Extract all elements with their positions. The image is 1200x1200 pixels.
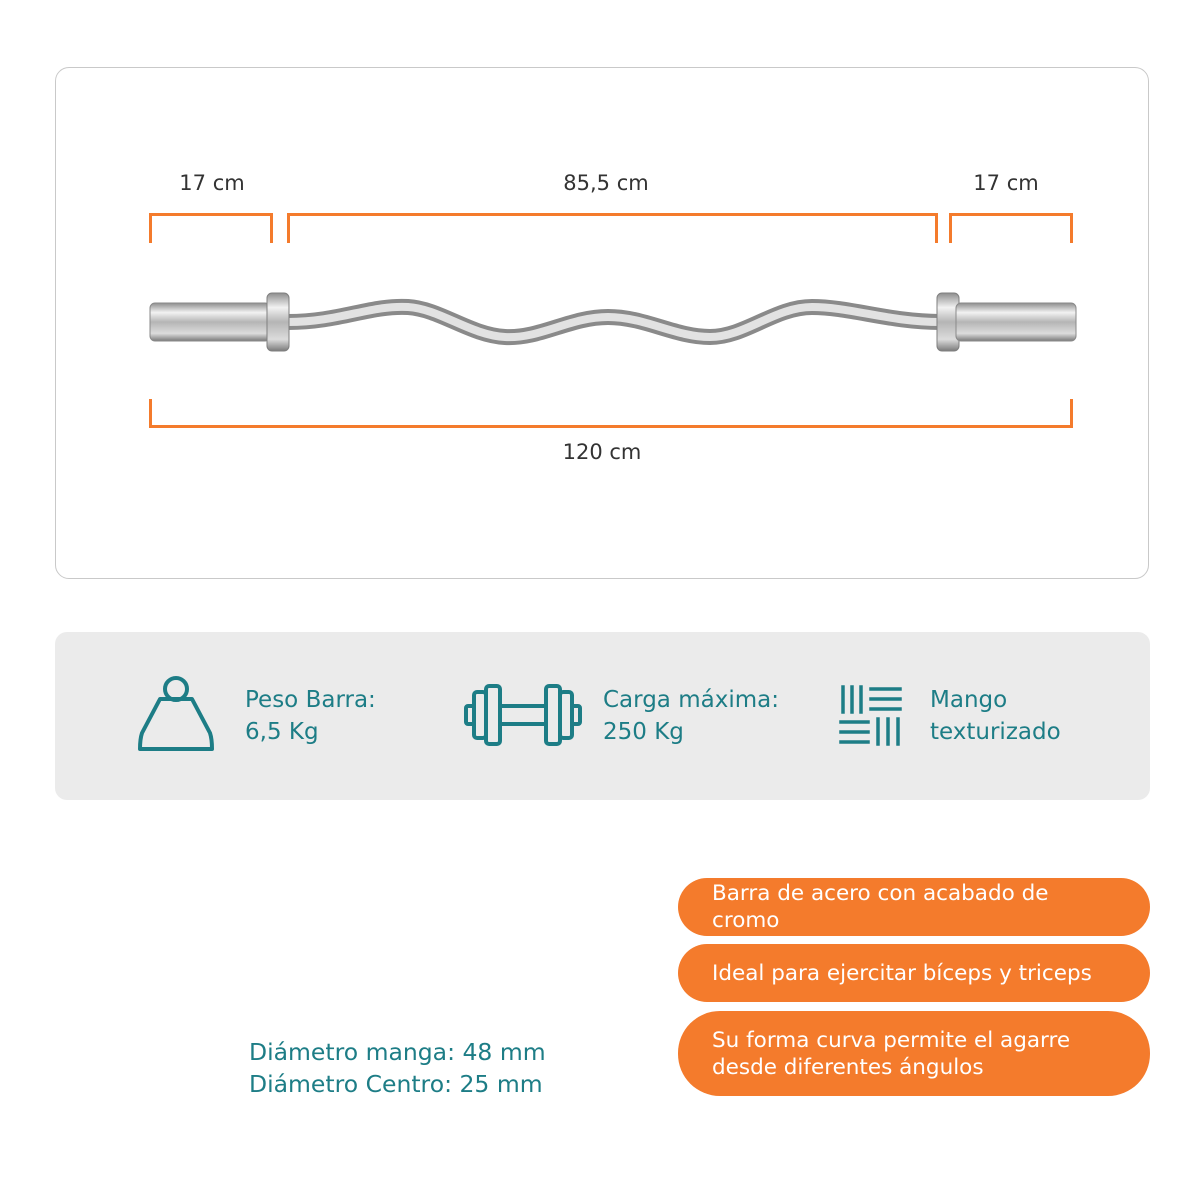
feature-grip-label: Mango — [930, 687, 1008, 713]
feature-grip — [930, 684, 1061, 748]
right-sleeve-length-label: 17 cm — [973, 171, 1039, 195]
highlight-biceps-text: Ideal para ejercitar bíceps y triceps — [712, 960, 1092, 986]
feature-max-load — [603, 684, 779, 748]
total-length-bracket — [149, 399, 1073, 428]
texture-icon — [838, 684, 904, 746]
highlight-pill-biceps — [678, 944, 1150, 1002]
dumbbell-icon — [464, 684, 582, 746]
highlight-grip-text: Su forma curva permite el agarre desde diferentes ángulos — [712, 1027, 1071, 1080]
highlight-pill-grip — [678, 1011, 1150, 1096]
weight-icon — [132, 673, 220, 755]
sleeve-diameter-spec: Diámetro manga: 48 mm — [249, 1038, 546, 1066]
total-length-label: 120 cm — [562, 440, 642, 464]
highlight-chrome-text: Barra de acero con acabado de cromo — [712, 881, 1049, 933]
feature-max-load-label: Carga máxima: — [603, 687, 779, 713]
left-sleeve-bracket — [149, 213, 273, 243]
right-sleeve-bracket — [949, 213, 1073, 243]
feature-weight — [245, 684, 376, 748]
center-diameter-spec: Diámetro Centro: 25 mm — [249, 1070, 543, 1098]
feature-weight-value: 6,5 Kg — [245, 719, 319, 745]
highlight-pill-chrome — [678, 878, 1150, 936]
left-sleeve-length-label: 17 cm — [179, 171, 245, 195]
center-section-bracket — [287, 213, 938, 243]
feature-max-load-value: 250 Kg — [603, 719, 684, 745]
feature-grip-value: texturizado — [930, 719, 1061, 745]
feature-weight-label: Peso Barra: — [245, 687, 376, 713]
curl-bar-image — [140, 285, 1085, 365]
center-length-label: 85,5 cm — [563, 171, 649, 195]
